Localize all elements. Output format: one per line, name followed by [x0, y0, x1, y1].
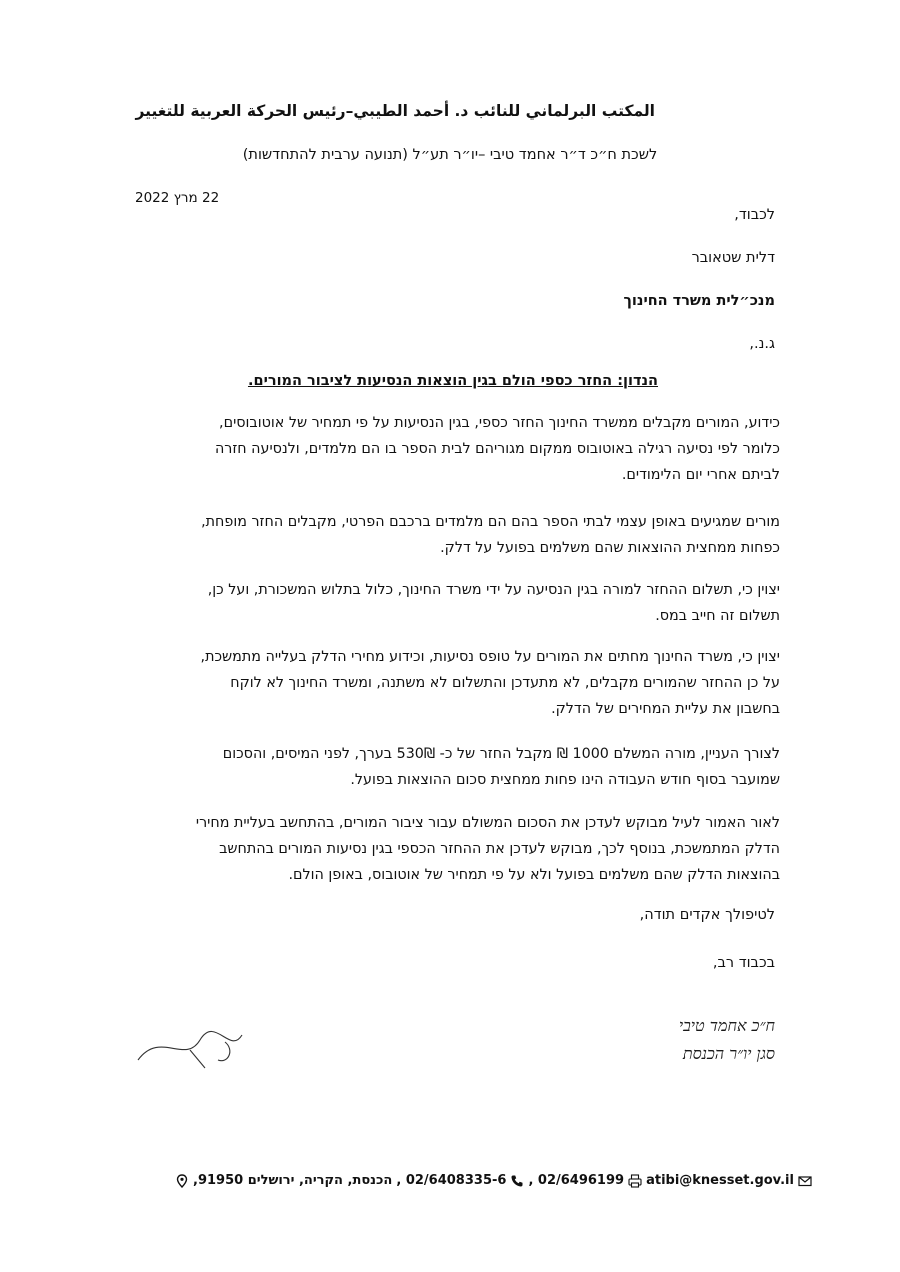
closing-thanks: לטיפולך אקדים תודה, — [639, 907, 775, 923]
paragraph-line: כידוע, המורים מקבלים ממשרד החינוך החזר כספי, בגין הנסיעות על פי תמחיר של אוטובוסים, — [219, 415, 780, 431]
recipient-title: מנכ״לית משרד החינוך — [623, 293, 775, 309]
paragraph-2 — [122, 509, 780, 561]
footer-contact — [175, 1173, 794, 1188]
envelope-icon — [798, 1174, 812, 1188]
paragraph-3 — [122, 577, 780, 629]
signature-scribble — [130, 1020, 270, 1075]
recipient-greeting: לכבוד, — [734, 207, 775, 223]
paragraph-line: בחשבון את עליית המחירים של הדלק. — [551, 701, 780, 717]
letterhead-arabic-title: المكتب البرلماني للنائب د. أحمد الطيبي–رئيس الحركة العربية للتغيير — [135, 102, 655, 120]
footer-fax: 02/6496199 , — [528, 1173, 625, 1188]
paragraph-line: כלומר לפי נסיעה רגילה באוטובוס ממקום מגוריהם לבית הספר בו הם מלמדים, ולנסיעה חזרה — [214, 441, 780, 457]
footer-email[interactable]: atibi@knesset.gov.il — [646, 1173, 794, 1188]
paragraph-5 — [122, 741, 780, 793]
paragraph-line: על כן ההחזר שהמורים מקבלים, לא מתעדכן והתשלום לא משתנה, ומשרד החינוך לא לוקח — [230, 675, 780, 691]
subject-line: הנדון: החזר כספי הולם בגין הוצאות הנסיעות לציבור המורים. — [247, 373, 659, 389]
letterhead-hebrew-title: לשכת ח״כ ד״ר אחמד טיבי –יו״ר תע״ל (תנועה ערבית להתחדשות) — [242, 147, 658, 163]
footer-address: הכנסת, הקריה, ירושלים 91950, — [193, 1173, 393, 1188]
signature-name: ח״כ אחמד טיבי — [678, 1016, 775, 1035]
closing-regards: בכבוד רב, — [712, 955, 775, 971]
paragraph-line: תשלום זה חייב במס. — [655, 608, 780, 624]
paragraph-1 — [122, 410, 780, 488]
paragraph-line: לביתם אחרי יום הלימודים. — [621, 467, 780, 483]
paragraph-line: שמועבר בסוף חודש העבודה הינו פחות ממחצית סכום ההוצאות בפועל. — [350, 772, 780, 788]
paragraph-line: מורים שמגיעים באופן עצמי לבתי הספר בהם הם מלמדים ברכבם הפרטי, מקבלים החזר מופחת, — [201, 514, 780, 530]
footer-phone: 02/6408335-6 , — [396, 1173, 507, 1188]
phone-icon — [510, 1174, 524, 1188]
paragraph-line: לאור האמור לעיל מבוקש לעדכן את הסכום המשולם עבור ציבור המורים, בהתחשב בעליית מחירי — [195, 815, 780, 831]
location-pin-icon — [175, 1174, 189, 1188]
paragraph-line: הדלק המתמשכת, בנוסף לכך, מבוקש לעדכן את ההחזר הכספי בגין נסיעות המורים בהתחשב — [219, 841, 780, 857]
recipient-gn: ג.נ., — [749, 336, 775, 352]
paragraph-6 — [122, 810, 780, 888]
fax-icon — [628, 1174, 642, 1188]
paragraph-line: יצוין כי, תשלום ההחזר למורה בגין הנסיעה על ידי משרד החינוך, כלול בתלוש המשכורת, ועל כן, — [207, 582, 780, 598]
paragraph-line: יצוין כי, משרד החינוך מחתים את המורים על טופס נסיעות, וכידוע מחירי הדלק בעלייה מתמשכת, — [200, 649, 780, 665]
letter-date: 22 מרץ 2022 — [135, 190, 220, 206]
paragraph-line: לצורך העניין, מורה המשלם 1000 ₪ מקבל החזר של כ- 530₪ בערך, לפני המיסים, והסכום — [222, 746, 780, 762]
recipient-name: דלית שטאובר — [691, 250, 775, 266]
signature-role: סגן יו״ר הכנסת — [682, 1044, 775, 1063]
paragraph-4 — [122, 644, 780, 722]
paragraph-line: בהוצאות הדלק שהם משלמים בפועל ולא על פי תמחיר של אוטובוס, באופן הולם. — [288, 867, 780, 883]
paragraph-line: כפחות ממחצית ההוצאות שהם משלמים בפועל על דלק. — [440, 540, 780, 556]
